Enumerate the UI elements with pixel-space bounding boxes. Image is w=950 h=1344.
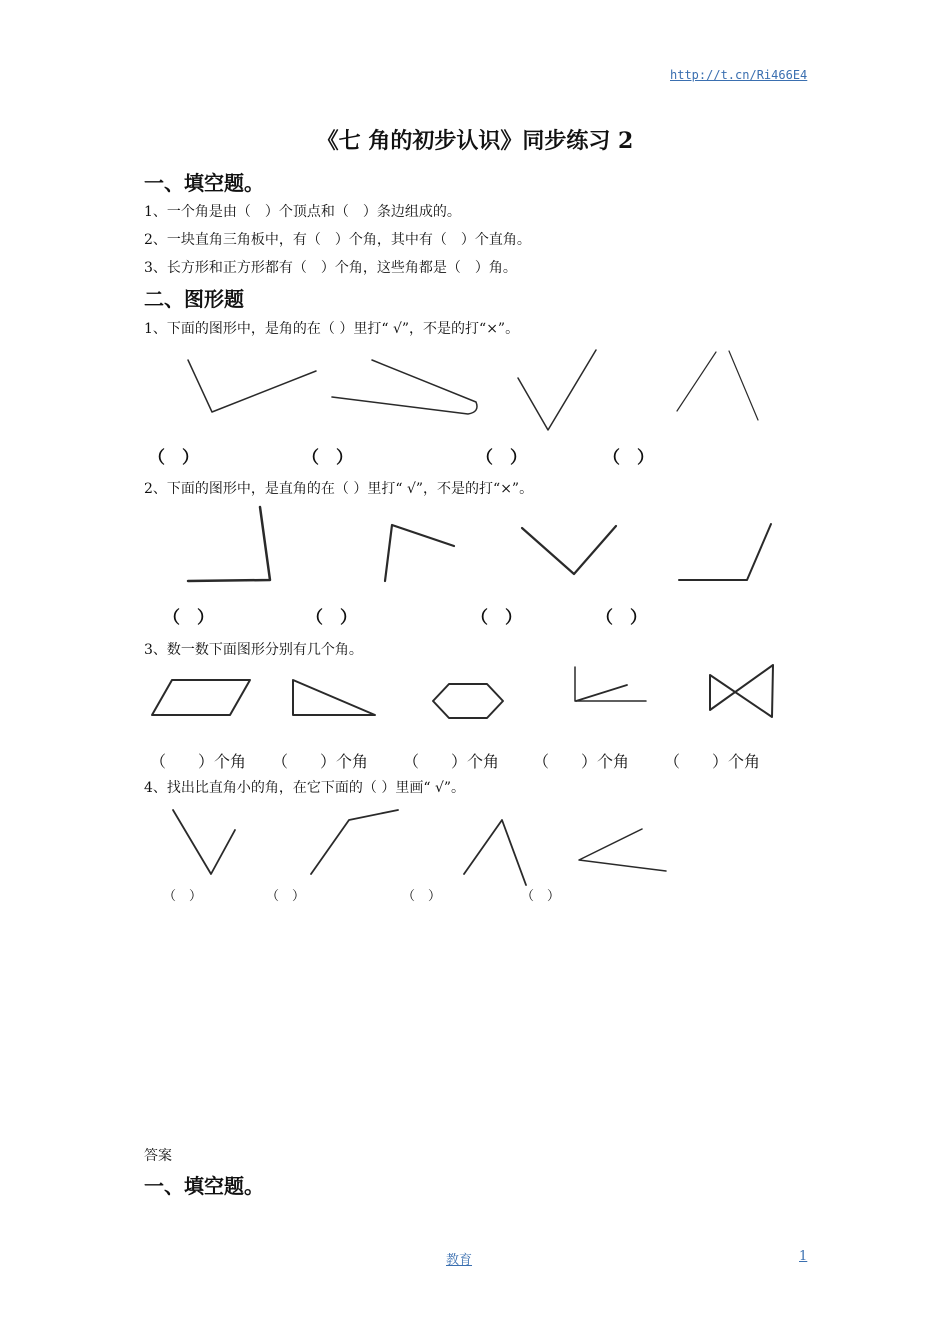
q3-count-3[interactable]: （ ）个角 (403, 752, 500, 771)
q2-answer-paren-3[interactable]: （ ） (471, 608, 522, 628)
section1-heading: 一、填空题。 (144, 171, 264, 195)
q2-answer-paren-1[interactable]: （ ） (163, 608, 214, 628)
answers-label: 答案 (144, 1148, 172, 1164)
q4-answer-paren-4[interactable]: （ ） (521, 889, 561, 904)
q1-figure-3 (518, 350, 596, 430)
q3-bowtie (710, 665, 773, 717)
page-title: 《七 角的初步认识》同步练习 2 (316, 128, 634, 154)
q4-answer-paren-3[interactable]: （ ） (402, 889, 442, 904)
q3-angle-figure-ray (576, 685, 627, 701)
figure-question-1: 1、下面的图形中，是角的在（ ）里打“ √”，不是的打“×”。 (144, 321, 520, 337)
q2-answer-paren-2[interactable]: （ ） (306, 608, 357, 628)
q4-answer-paren-1[interactable]: （ ） (163, 889, 203, 904)
footer-center-link[interactable]: 教育 (446, 1253, 473, 1268)
q3-count-1[interactable]: （ ）个角 (150, 752, 247, 771)
figure-question-4: 4、找出比直角小的角，在它下面的（ ）里画“ √”。 (144, 780, 466, 796)
q1-answer-paren-2[interactable]: （ ） (302, 448, 353, 468)
q2-figure-3 (522, 526, 616, 574)
q3-hexagon (433, 684, 503, 718)
q1-answer-paren-4[interactable]: （ ） (603, 448, 654, 468)
q2-answer-paren-4[interactable]: （ ） (596, 608, 647, 628)
q1-figure-1 (188, 360, 316, 412)
q4-figure-3 (464, 820, 526, 885)
q3-parallelogram (152, 680, 250, 715)
figure-question-2: 2、下面的图形中，是直角的在（ ）里打“ √”，不是的打“×”。 (144, 481, 534, 497)
q4-figure-2 (311, 810, 398, 874)
fill-question-3: 3、长方形和正方形都有（ ）个角，这些角都是（ ）角。 (144, 260, 517, 276)
answers-heading: 一、填空题。 (144, 1174, 264, 1198)
q3-count-5[interactable]: （ ）个角 (664, 752, 761, 771)
q1-answer-paren-3[interactable]: （ ） (476, 448, 527, 468)
q1-figure-4b (729, 351, 758, 420)
q2-figure-4 (679, 524, 771, 580)
q1-figure-4a (677, 352, 716, 411)
section2-heading: 二、图形题 (144, 287, 244, 311)
figure-question-3: 3、数一数下面图形分别有几个角。 (144, 642, 363, 658)
q4-answer-paren-2[interactable]: （ ） (266, 889, 306, 904)
page-number: 1 (799, 1249, 808, 1264)
q3-count-2[interactable]: （ ）个角 (272, 752, 369, 771)
header-url-link[interactable]: http://t.cn/Ri466E4 (670, 68, 808, 82)
q1-answer-paren-1[interactable]: （ ） (148, 448, 199, 468)
q3-angle-figure (575, 667, 646, 701)
q4-figure-1 (173, 810, 235, 874)
fill-question-2: 2、一块直角三角板中，有（ ）个角，其中有（ ）个直角。 (144, 232, 531, 248)
q3-triangle (293, 680, 375, 715)
q3-count-4[interactable]: （ ）个角 (533, 752, 630, 771)
q2-figure-1 (188, 507, 270, 581)
q2-figure-2 (385, 525, 454, 581)
fill-question-1: 1、一个角是由（ ）个顶点和（ ）条边组成的。 (144, 204, 461, 220)
q4-figure-4 (579, 829, 666, 871)
q1-figure-2 (332, 360, 477, 414)
